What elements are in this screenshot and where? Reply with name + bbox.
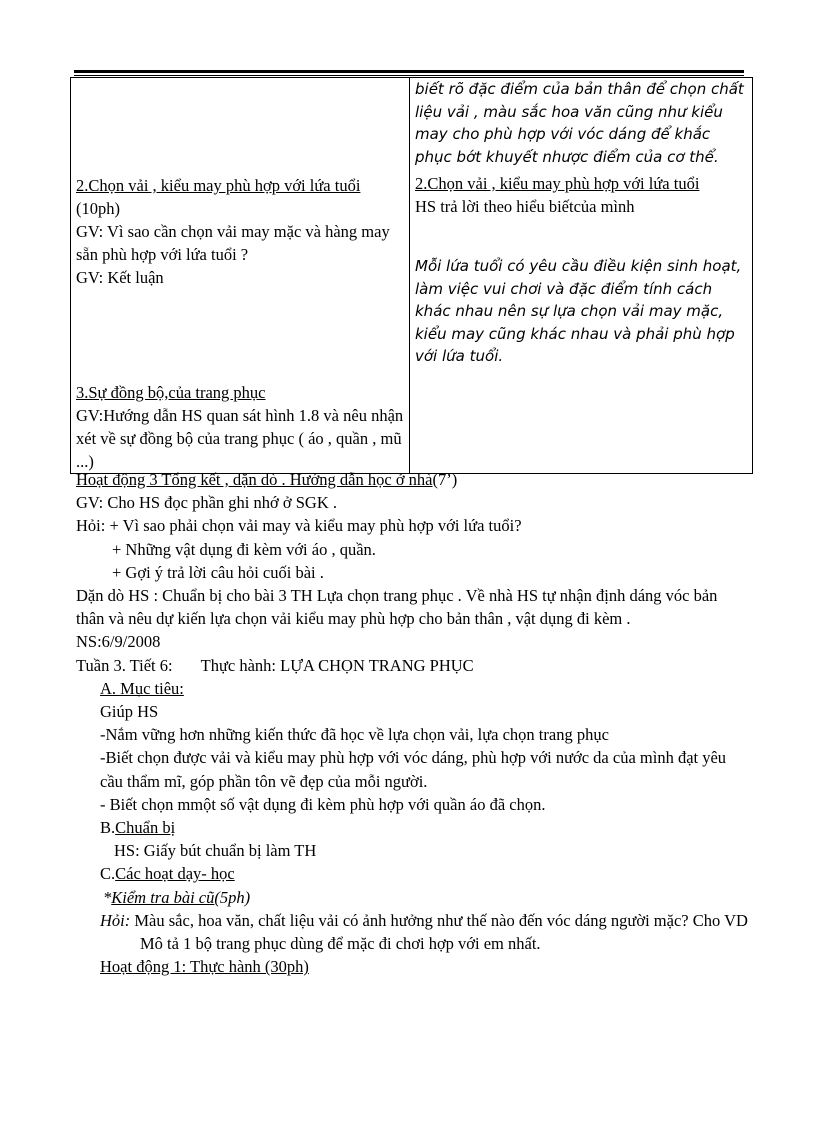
section3-text: GV:Hướng dẫn HS quan sát hình 1.8 và nêu nhận xét về sự đồng bộ của trang phục ( áo , quần , mũ ...) (76, 406, 404, 471)
document-body (76, 468, 748, 978)
lesson-title: Thực hành: LỰA CHỌN TRANG PHỤC (200, 655, 474, 675)
question-text: Màu sắc, hoa văn, chất liệu vải có ảnh hưởng như thế nào đến vóc dáng người mặc? Cho VD (134, 910, 748, 930)
section2-question: GV: Vì sao cần chọn vải may mặc và hàng may sẵn phù hợp với lứa tuổi ? (76, 222, 390, 264)
table-row (71, 78, 753, 474)
activity1-heading (76, 955, 748, 978)
objectives-label: A. Mục tiêu: (100, 678, 184, 698)
question2: Mô tả 1 bộ trang phục dùng để mặc đi chơi hợp với em nhất. (140, 934, 541, 954)
blank-space (76, 78, 405, 174)
homework-text: Dặn dò HS : Chuẩn bị cho bài 3 TH Lựa chọn trang phục . Về nhà HS tự nhận định dáng vóc bản thân và nêu dự kiến lựa chọn vải kiểu may phù hợp cho bản thân , vật dụng đi kèm . (76, 586, 718, 629)
activity3-line1: GV: Cho HS đọc phần ghi nhớ ở SGK . (76, 493, 337, 513)
objective-1: -Nắm vững hơn những kiến thức đã học về lựa chọn vải, lựa chọn trang phục (100, 725, 609, 745)
check-time: (5ph) (214, 887, 251, 907)
objective-3: - Biết chọn mmột số vật dụng đi kèm phù hợp với quần áo đã chọn. (100, 794, 546, 814)
check-label: Kiểm tra bài cũ (111, 887, 215, 907)
teacher-column (71, 78, 410, 474)
top-rule-thin (74, 75, 744, 76)
section2-title-left: 2.Chọn vải , kiểu may phù hợp với lứa tuổi (76, 176, 361, 195)
preparation-label: Chuẩn bị (115, 818, 176, 838)
preparation-prefix: B. (100, 818, 116, 838)
question-line (76, 909, 750, 932)
objectives-heading (76, 677, 748, 700)
activities-prefix: C. (100, 864, 116, 884)
lesson-date: NS:6/9/2008 (76, 632, 161, 652)
activities-label: Các hoạt dạy- học (115, 864, 235, 884)
student-column (410, 78, 753, 474)
section2-conclusion-label: GV: Kết luận (76, 268, 164, 287)
question-label: Hỏi: (100, 910, 131, 930)
preparation-text: HS: Giấy bút chuẩn bị làm TH (114, 841, 317, 861)
section2-time: (10ph) (76, 199, 120, 218)
conclusion-text: Mỗi lứa tuổi có yêu cầu điều kiện sinh hoạt, làm việc vui chơi và đặc điểm tính cách khác nhau nên sự lựa chọn vải may mặc, kiểu may cũng khác nhau và phải phù hợp với lứa tuổi. (415, 257, 742, 365)
section3-title: 3.Sự đồng bộ,của trang phục (76, 383, 266, 402)
activity3-line2: Hỏi: + Vì sao phải chọn vải may và kiểu may phù hợp với lứa tuổi? (76, 516, 522, 536)
activity3-line3: + Những vật dụng đi kèm với áo , quần. (112, 539, 376, 559)
check-prefix: * (103, 887, 112, 907)
blank-space (76, 289, 405, 381)
activity1-label: Hoạt động 1: Thực hành (30ph) (100, 957, 309, 977)
lesson-table (70, 77, 753, 474)
check-heading (76, 886, 748, 909)
activity3-time: (7’) (432, 470, 458, 489)
lesson-header (76, 654, 748, 677)
preparation-heading (76, 816, 748, 839)
activity3-title: Hoạt động 3 Tổng kết , dặn dò . Hướng dẫn học ở nhà (76, 470, 433, 489)
intro-text: biết rõ đặc điểm của bản thân để chọn chất liệu vải , màu sắc hoa văn cũng như kiểu may cho phù hợp với vóc dáng để khắc phục bớt khuyết nhược điểm của cơ thể. (415, 80, 744, 166)
section2-title-right: 2.Chọn vải , kiểu may phù hợp với lứa tuổi (415, 174, 700, 193)
top-rule (74, 70, 744, 73)
objective-2: -Biết chọn được vải và kiểu may phù hợp với vóc dáng, phù hợp với nước da của mình đạt yêu cầu thẩm mĩ, góp phần tôn vẽ đẹp của mỗi người. (100, 748, 727, 791)
week-lesson: Tuần 3. Tiết 6: (76, 655, 173, 675)
blank-space (415, 218, 748, 255)
student-answer: HS trả lời theo hiểu biếtcủa mình (415, 197, 635, 216)
activities-heading (76, 862, 748, 885)
help-line: Giúp HS (100, 702, 159, 722)
activity3-heading (76, 468, 748, 491)
activity3-line4: + Gợi ý trả lời câu hỏi cuối bài . (112, 562, 324, 582)
